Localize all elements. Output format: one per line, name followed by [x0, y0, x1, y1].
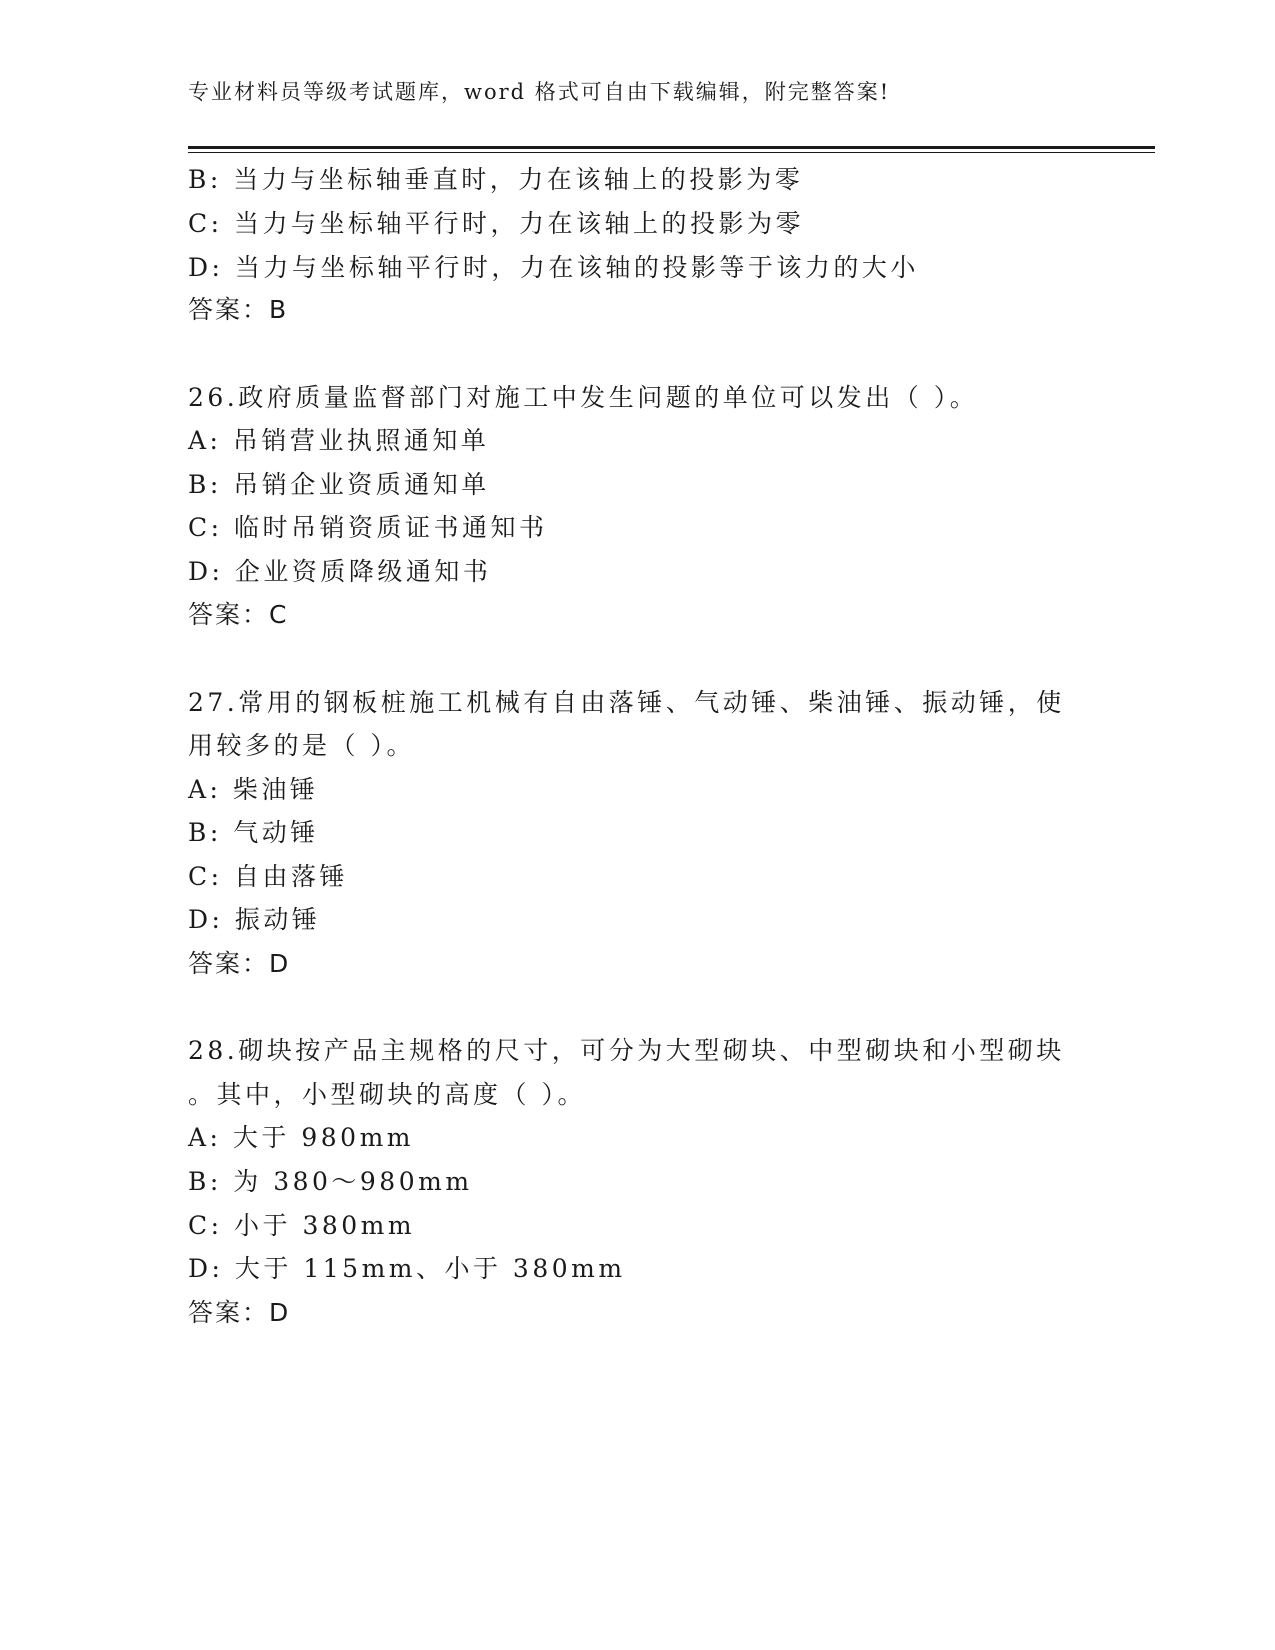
q26-option-b: B: 吊销企业资质通知单	[188, 470, 490, 499]
q25-option-c: C: 当力与坐标轴平行时，力在该轴上的投影为零	[188, 209, 804, 238]
q25-option-d: D: 当力与坐标轴平行时，力在该轴的投影等于该力的大小	[188, 253, 919, 282]
q26-question: 26.政府质量监督部门对施工中发生问题的单位可以发出（ ）。	[188, 383, 979, 412]
q28-option-a: A: 大于 980mm	[188, 1123, 415, 1152]
q26-option-d: D: 企业资质降级通知书	[188, 557, 492, 586]
q28-answer: 答案：D	[188, 1298, 291, 1327]
q27-option-b: B: 气动锤	[188, 818, 319, 847]
q27-answer: 答案：D	[188, 949, 291, 978]
q27-question-line1: 27.常用的钢板桩施工机械有自由落锤、气动锤、柴油锤、振动锤，使	[188, 688, 1065, 717]
q27-option-a: A: 柴油锤	[188, 775, 319, 804]
header-note: 专业材料员等级考试题库，word 格式可自由下载编辑，附完整答案!	[188, 80, 891, 104]
q28-question-line2: 。其中，小型砌块的高度（ ）。	[188, 1080, 586, 1109]
q25-option-b: B: 当力与坐标轴垂直时，力在该轴上的投影为零	[188, 165, 804, 194]
q26-answer: 答案：C	[188, 600, 289, 629]
q28-option-c: C: 小于 380mm	[188, 1211, 416, 1240]
q25-answer: 答案：B	[188, 295, 289, 324]
header-rule-thick	[188, 146, 1155, 149]
q26-option-c: C: 临时吊销资质证书通知书	[188, 513, 548, 542]
q26-option-a: A: 吊销营业执照通知单	[188, 426, 490, 455]
q27-option-c: C: 自由落锤	[188, 862, 348, 891]
q28-option-d: D: 大于 115mm、小于 380mm	[188, 1254, 626, 1283]
q28-question-line1: 28.砌块按产品主规格的尺寸，可分为大型砌块、中型砌块和小型砌块	[188, 1036, 1065, 1065]
q27-question-line2: 用较多的是（ ）。	[188, 731, 415, 760]
header-rule-thin	[188, 152, 1155, 153]
q28-option-b: B: 为 380～980mm	[188, 1167, 473, 1196]
q27-option-d: D: 振动锤	[188, 905, 321, 934]
